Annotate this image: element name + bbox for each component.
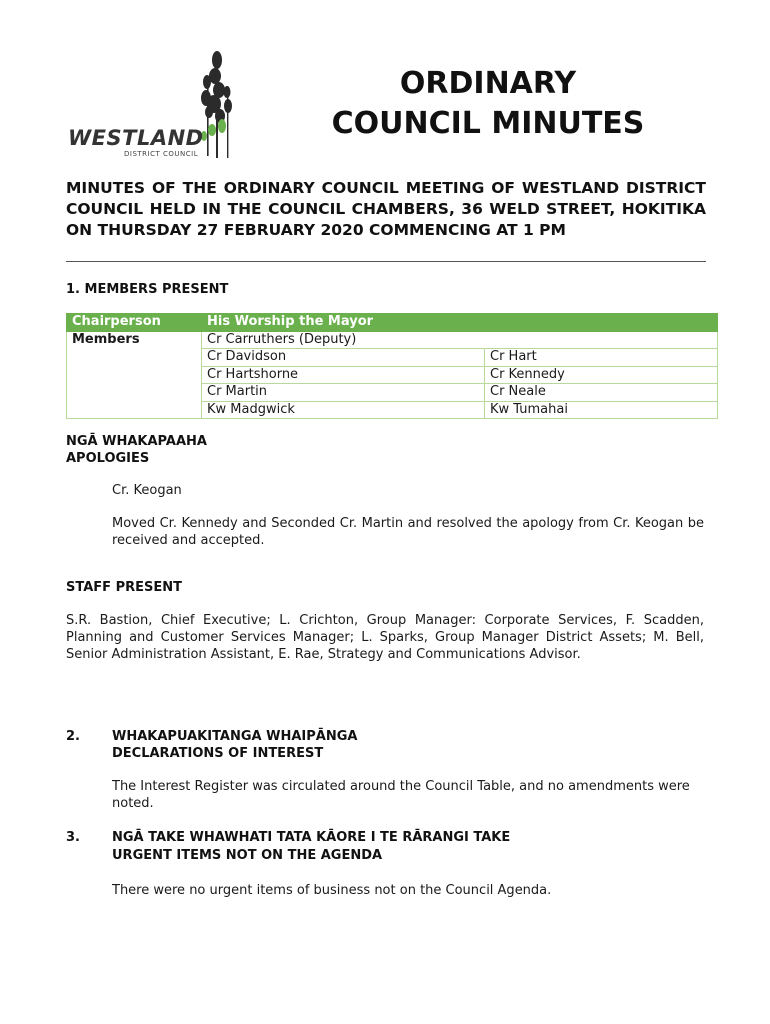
staff-present-title: STAFF PRESENT: [66, 580, 182, 595]
deputy-member: Cr Carruthers (Deputy): [202, 331, 718, 349]
document-title-line2: COUNCIL MINUTES: [331, 106, 645, 141]
member-cell: Kw Madgwick: [202, 401, 485, 419]
section-3-title: URGENT ITEMS NOT ON THE AGENDA: [112, 848, 383, 863]
member-cell: Cr Neale: [485, 384, 718, 402]
table-row: [67, 314, 718, 332]
section-2-title: DECLARATIONS OF INTEREST: [112, 746, 324, 761]
apologies-maori-title: NGĀ WHAKAPAAHA: [66, 434, 207, 449]
members-table: [66, 313, 718, 419]
members-label: Members: [67, 331, 202, 419]
heading-divider: [66, 261, 706, 262]
member-cell: Cr Davidson: [202, 349, 485, 367]
section-2-maori-title: WHAKAPUAKITANGA WHAIPĀNGA: [112, 729, 358, 744]
logo-subtext: DISTRICT COUNCIL: [124, 150, 199, 158]
chair-label: Chairperson: [67, 314, 202, 332]
section-2-number: 2.: [66, 729, 80, 744]
chair-value: His Worship the Mayor: [202, 314, 718, 332]
member-cell: Cr Martin: [202, 384, 485, 402]
apology-name: Cr. Keogan: [112, 483, 182, 498]
apology-motion: Moved Cr. Kennedy and Seconded Cr. Martin and resolved the apology from Cr. Keogan be received and accepted.: [112, 516, 704, 548]
westland-logo: [66, 46, 226, 162]
member-cell: Cr Kennedy: [485, 366, 718, 384]
document-title: [300, 64, 676, 144]
staff-present-text: S.R. Bastion, Chief Executive; L. Crichton, Group Manager: Corporate Services, F. Scadden, Planning and Customer Services Manager; L. Sparks, Group Manager District Assets; M. Bell, Senior Administration Assistant, E. Rae, Strategy and Communications Advisor.: [66, 613, 704, 662]
logo-wordmark: WESTLAND: [68, 126, 204, 150]
table-row: [67, 331, 718, 349]
section-3-number: 3.: [66, 830, 80, 845]
section-2-text: The Interest Register was circulated around the Council Table, and no amendments were noted.: [112, 779, 690, 811]
section-3-text: There were no urgent items of business not on the Council Agenda.: [112, 883, 552, 898]
section-3-maori-title: NGĀ TAKE WHAWHATI TATA KĀORE I TE RĀRANGI TAKE: [112, 830, 511, 845]
apologies-title: APOLOGIES: [66, 451, 150, 466]
meeting-heading: MINUTES OF THE ORDINARY COUNCIL MEETING OF WESTLAND DISTRICT COUNCIL HELD IN THE COUNCIL CHAMBERS, 36 WELD STREET, HOKITIKA ON THURSDAY 27 FEBRUARY 2020 COMMENCING AT 1 PM: [66, 179, 706, 239]
member-cell: Cr Hartshorne: [202, 366, 485, 384]
section-members-present-title: 1. MEMBERS PRESENT: [66, 282, 229, 297]
document-title-line1: ORDINARY: [399, 66, 577, 101]
member-cell: Kw Tumahai: [485, 401, 718, 419]
member-cell: Cr Hart: [485, 349, 718, 367]
